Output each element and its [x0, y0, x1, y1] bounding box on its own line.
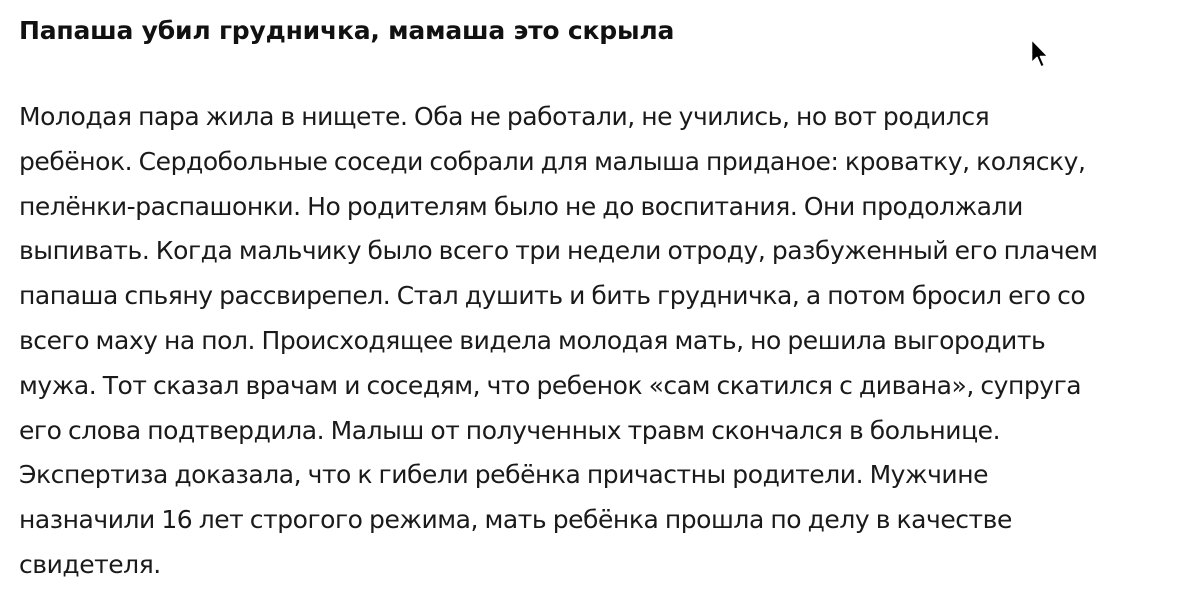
article-body-line: пелёнки-распашонки. Но родителям было не до воспитания. Они продолжали: [19, 191, 1023, 221]
article-body-line: его слова подтвердила. Малыш от полученных травм скончался в больнице.: [19, 415, 1001, 445]
article-body-line: всего маху на пол. Происходящее видела молодая мать, но решила выгородить: [19, 325, 1046, 355]
article-body-line: папаша спьяну рассвирепел. Стал душить и бить грудничка, а потом бросил его со: [19, 281, 1086, 311]
article-body-line: ребёнок. Сердобольные соседи собрали для малыша приданое: кроватку, коляску,: [19, 146, 1086, 176]
mouse-pointer-icon: [1030, 38, 1052, 72]
article-body-line: Молодая пара жила в нищете. Оба не работали, не учились, но вот родился: [19, 102, 990, 131]
article-body-line: свидетеля.: [19, 549, 161, 579]
article-body-line: мужа. Тот сказал врачам и соседям, что ребенок «сам скатился с дивана», супруга: [19, 370, 1082, 400]
article: [19, 14, 1179, 588]
article-body-line: назначили 16 лет строгого режима, мать ребёнка прошла по делу в качестве: [19, 505, 1012, 535]
article-title: Папаша убил грудничка, мамаша это скрыла: [19, 16, 675, 45]
article-body: [19, 95, 1179, 588]
article-body-line: Экспертиза доказала, что к гибели ребёнка причастны родители. Мужчине: [19, 460, 989, 490]
article-body-line: выпивать. Когда мальчику было всего три недели отроду, разбуженный его плачем: [19, 236, 1098, 266]
